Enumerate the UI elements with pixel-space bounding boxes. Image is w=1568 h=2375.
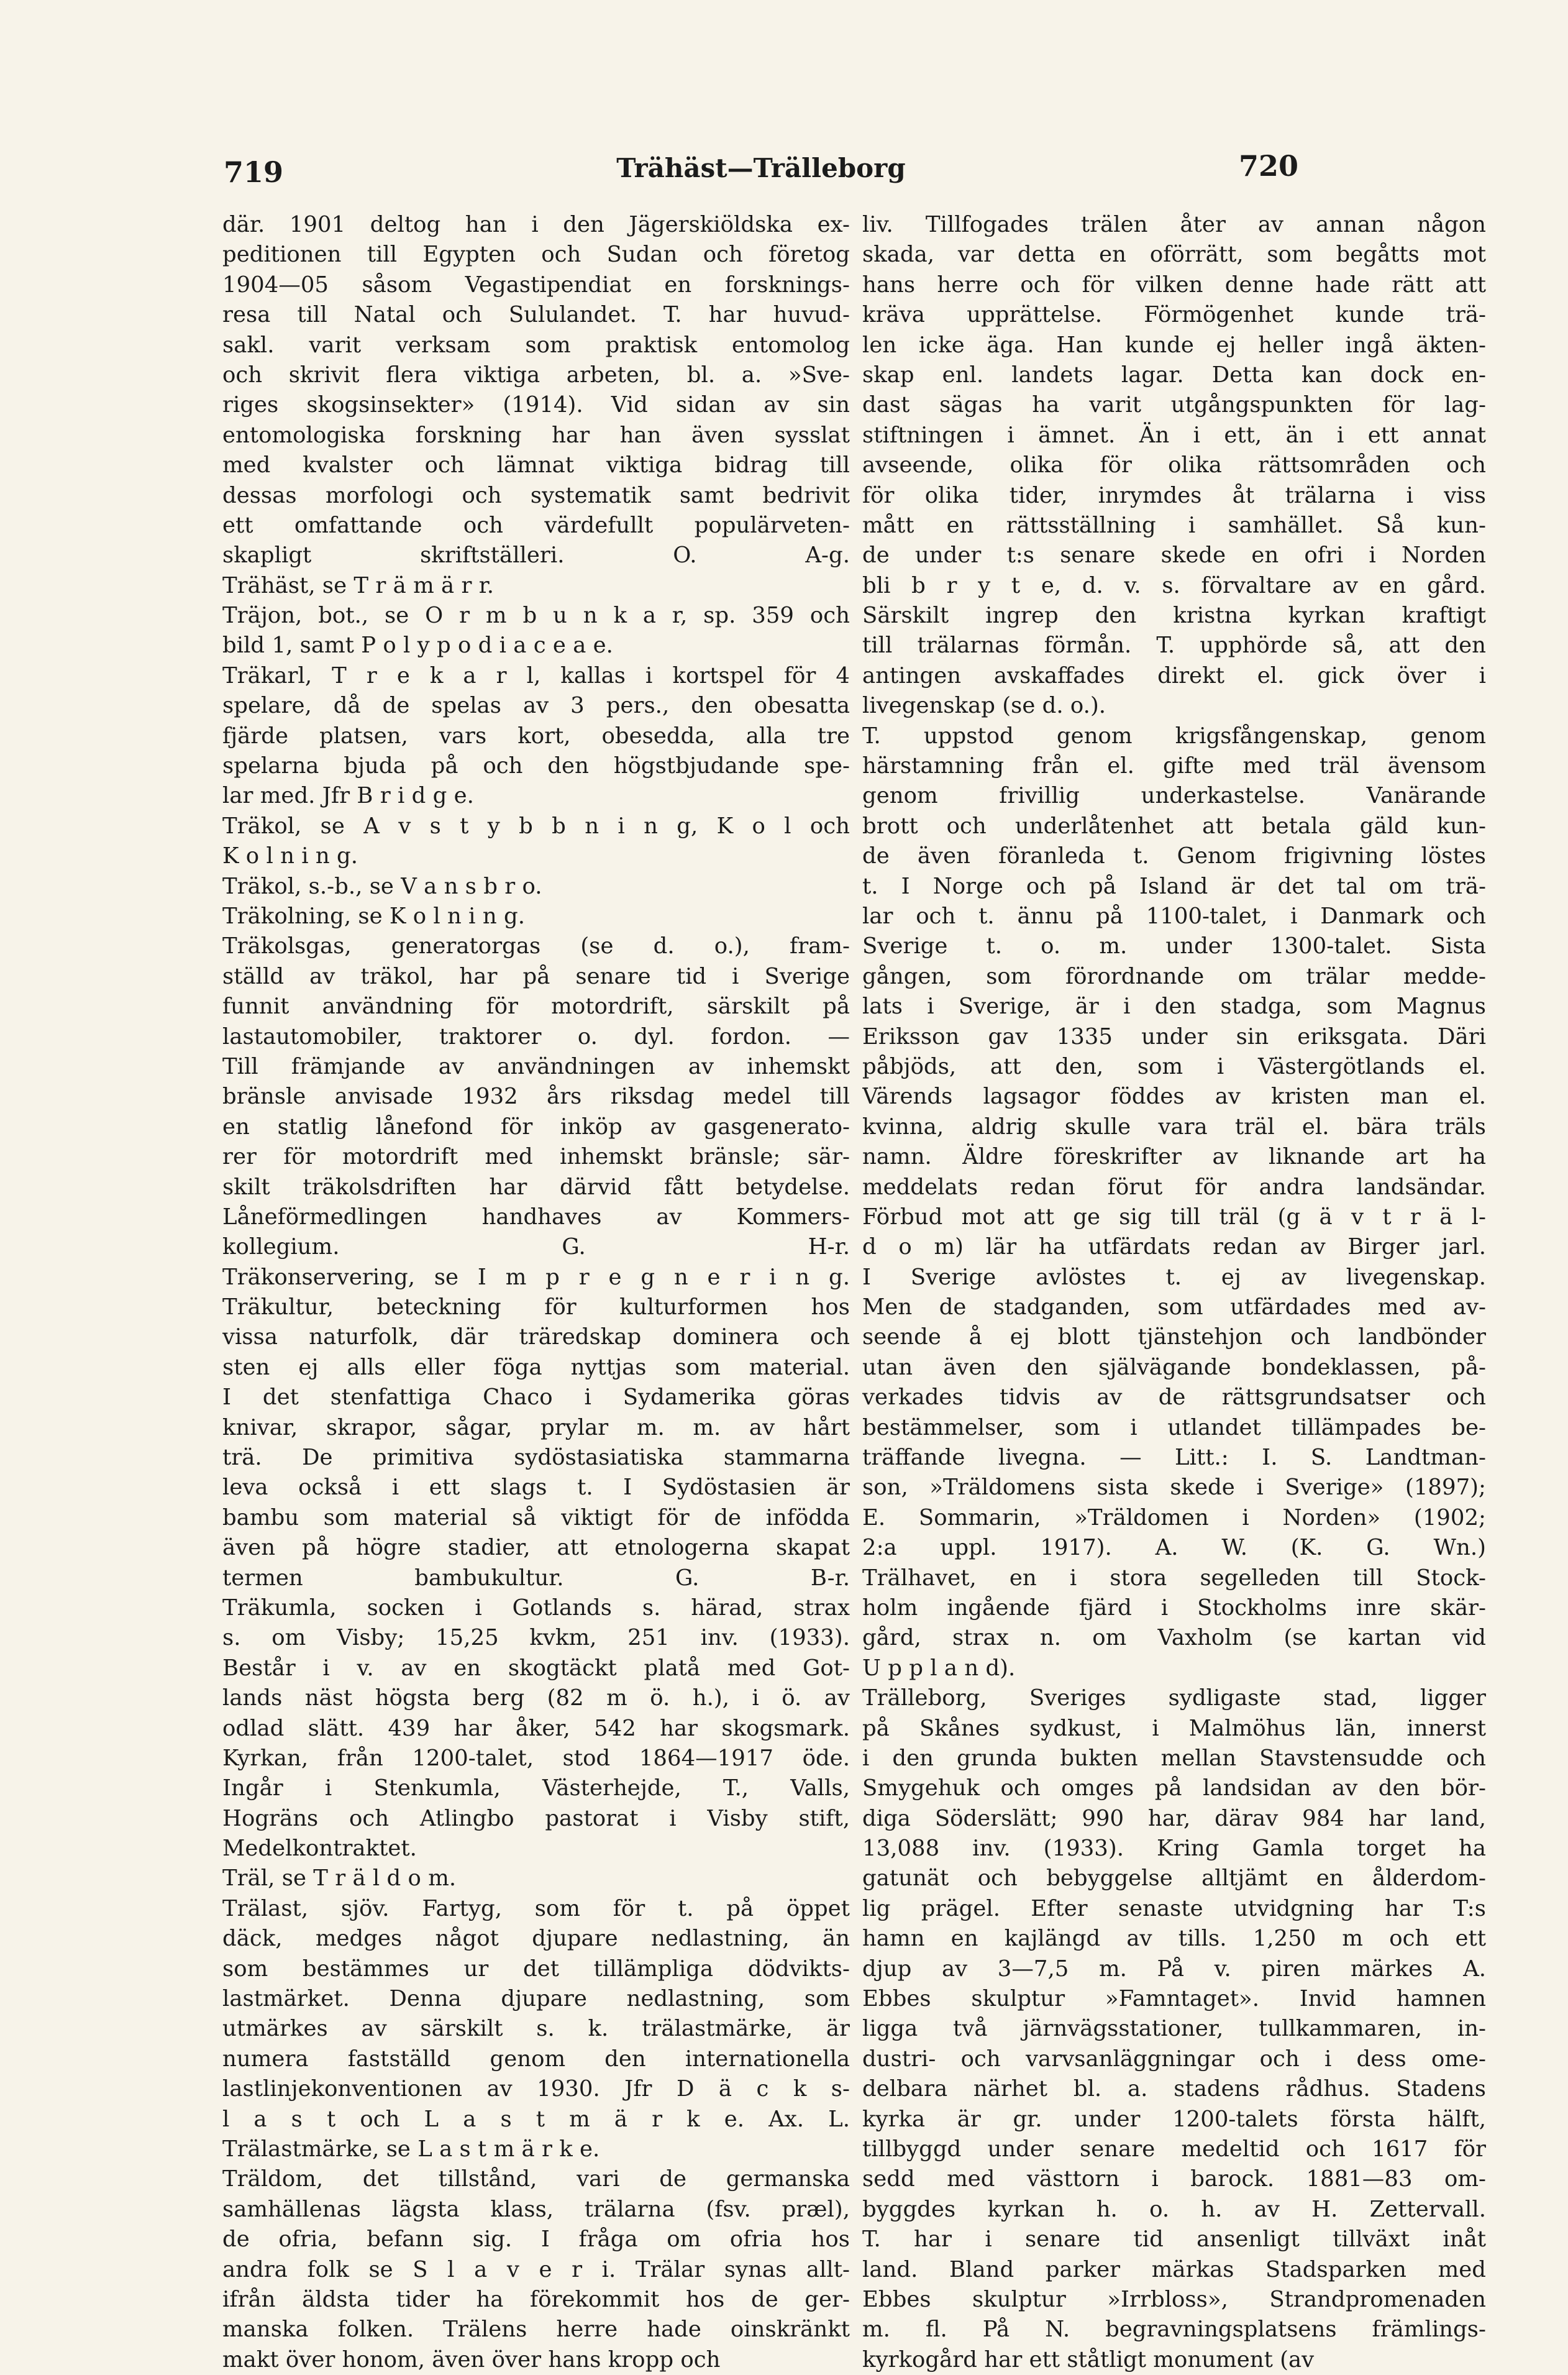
text-line: mått en rättsställning i samhället. Så kun- bbox=[862, 512, 1486, 538]
text-line: Trähäst, se T r ä m ä r r. bbox=[222, 572, 495, 598]
text-line: trä. De primitiva sydöstasiatiska stammarna bbox=[222, 1445, 850, 1471]
text-line: sakl. varit verksam som praktisk entomolog bbox=[222, 332, 850, 358]
text-line: tillbyggd under senare medeltid och 1617 för bbox=[862, 2136, 1486, 2162]
text-line: Men de stadganden, som utfärdades med av- bbox=[862, 1294, 1486, 1320]
text-line: de under t:s senare skede en ofri i Norden bbox=[862, 542, 1486, 569]
text-line: gård, strax n. om Vaxholm (se kartan vid bbox=[862, 1625, 1486, 1651]
text-line: ställd av träkol, har på senare tid i Sverige bbox=[222, 963, 850, 989]
text-line: namn. Äldre föreskrifter av liknande art ha bbox=[862, 1144, 1486, 1170]
text-line: U p p l a n d). bbox=[862, 1655, 1016, 1681]
text-line: funnit användning för motordrift, särskilt på bbox=[222, 994, 850, 1020]
text-line: kyrka är gr. under 1200-talets första hälft, bbox=[862, 2106, 1486, 2132]
text-line: brott och underlåtenhet att betala gäld kun- bbox=[862, 813, 1486, 839]
text-line: lar med. Jfr B r i d g e. bbox=[222, 783, 474, 809]
text-line: även på högre stadier, att etnologerna skapat bbox=[222, 1535, 850, 1561]
text-line: skapligt skriftställeri. O. A-g. bbox=[222, 542, 850, 569]
text-line: avseende, olika för olika rättsområden och bbox=[862, 452, 1486, 478]
text-line: Trälastmärke, se L a s t m ä r k e. bbox=[222, 2136, 600, 2162]
text-line: byggdes kyrkan h. o. h. av H. Zettervall. bbox=[862, 2196, 1486, 2222]
text-line: gången, som förordnande om trälar medde- bbox=[862, 963, 1486, 989]
text-line: holm ingående fjärd i Stockholms inre skär- bbox=[862, 1595, 1486, 1621]
text-line: bränsle anvisade 1932 års riksdag medel till bbox=[222, 1084, 850, 1110]
text-line: d o m) lär ha utfärdats redan av Birger jarl. bbox=[862, 1234, 1486, 1260]
text-line: Ingår i Stenkumla, Västerhejde, T., Valls, bbox=[222, 1775, 850, 1801]
text-line: samhällenas lägsta klass, trälarna (fsv. præl), bbox=[222, 2196, 850, 2222]
text-line: ligga två järnvägsstationer, tullkammaren, in- bbox=[862, 2016, 1486, 2042]
text-line: 13,088 inv. (1933). Kring Gamla torget ha bbox=[862, 1836, 1486, 1862]
text-line: Värends lagsagor föddes av kristen man el. bbox=[862, 1084, 1486, 1110]
text-line: Eriksson gav 1335 under sin eriksgata. Däri bbox=[862, 1023, 1486, 1050]
text-line: kyrkogård har ett ståtligt monument (av bbox=[862, 2346, 1315, 2373]
text-line: hamn en kajlängd av tills. 1,250 m och ett bbox=[862, 1926, 1486, 1952]
text-line: lastlinjekonventionen av 1930. Jfr D ä c k s- bbox=[222, 2076, 850, 2102]
text-line: leva också i ett slags t. I Sydöstasien är bbox=[222, 1475, 850, 1501]
text-line: skilt träkolsdriften har därvid fått betydelse. bbox=[222, 1174, 850, 1200]
text-line: sedd med västtorn i barock. 1881—83 om- bbox=[862, 2166, 1486, 2192]
text-line: bli b r y t e, d. v. s. förvaltare av en gård. bbox=[862, 572, 1486, 598]
text-line: lig prägel. Efter senaste utvidgning har T:s bbox=[862, 1895, 1486, 1921]
text-line: genom frivillig underkastelse. Vanärande bbox=[862, 783, 1486, 809]
text-line: liv. Tillfogades trälen åter av annan någon bbox=[862, 212, 1486, 237]
text-line: l a s t och L a s t m ä r k e. Ax. L. bbox=[222, 2106, 850, 2132]
text-line: kräva upprättelse. Förmögenhet kunde trä- bbox=[862, 302, 1486, 328]
text-line: s. om Visby; 15,25 kvkm, 251 inv. (1933). bbox=[222, 1625, 850, 1651]
text-line: påbjöds, att den, som i Västergötlands el. bbox=[862, 1053, 1486, 1079]
text-line: m. fl. På N. begravningsplatsens främlings- bbox=[862, 2317, 1486, 2343]
text-line: bestämmelser, som i utlandet tillämpades be- bbox=[862, 1414, 1486, 1440]
text-line: en statlig lånefond för inköp av gasgenerato- bbox=[222, 1114, 850, 1140]
text-line: delbara närhet bl. a. stadens rådhus. Stadens bbox=[862, 2076, 1486, 2102]
text-line: K o l n i n g. bbox=[222, 843, 358, 869]
text-line: termen bambukultur. G. B-r. bbox=[222, 1565, 850, 1591]
text-line: spelarna bjuda på och den högstbjudande spe- bbox=[222, 753, 850, 779]
text-line: Låneförmedlingen handhaves av Kommers- bbox=[222, 1204, 850, 1230]
text-line: lands näst högsta berg (82 m ö. h.), i ö. av bbox=[222, 1685, 850, 1711]
text-line: Ebbes skulptur »Irrbloss», Strandpromenaden bbox=[862, 2286, 1486, 2312]
text-line: lastautomobiler, traktorer o. dyl. fordon. — bbox=[222, 1023, 850, 1050]
text-line: där. 1901 deltog han i den Jägerskiöldska ex- bbox=[222, 212, 850, 237]
text-line: skada, var detta en oförrätt, som begåtts mot bbox=[862, 242, 1486, 268]
page-title: Trähäst—Trälleborg bbox=[616, 153, 906, 183]
text-line: Trälhavet, en i stora segelleden till Stock- bbox=[862, 1565, 1486, 1591]
text-line: för olika tider, inrymdes åt trälarna i viss bbox=[862, 482, 1486, 508]
text-line: som bestämmes ur det tillämpliga dödvikts- bbox=[222, 1956, 850, 1982]
text-line: numera fastställd genom den internationella bbox=[222, 2046, 850, 2072]
text-line: spelare, då de spelas av 3 pers., den obesatta bbox=[222, 693, 850, 719]
text-line: len icke äga. Han kunde ej heller ingå äkten- bbox=[862, 332, 1486, 358]
text-line: T. har i senare tid ansenligt tillväxt inåt bbox=[862, 2226, 1486, 2253]
text-line: son, »Träldomens sista skede i Sverige» (1897); bbox=[862, 1475, 1486, 1501]
text-line: I Sverige avlöstes t. ej av livegenskap. bbox=[862, 1264, 1486, 1290]
text-line: Trälast, sjöv. Fartyg, som för t. på öppet bbox=[222, 1895, 850, 1921]
text-line: antingen avskaffades direkt el. gick över i bbox=[862, 662, 1486, 689]
text-line: dessas morfologi och systematik samt bedrivit bbox=[222, 482, 850, 508]
text-line: sten ej alls eller föga nyttjas som material. bbox=[222, 1354, 850, 1380]
text-line: utmärkes av särskilt s. k. trälastmärke, är bbox=[222, 2016, 850, 2042]
text-line: 2:a uppl. 1917). A. W. (K. G. Wn.) bbox=[862, 1535, 1486, 1561]
text-line: Träkonservering, se I m p r e g n e r i n g. bbox=[222, 1264, 850, 1290]
text-line: T. uppstod genom krigsfångenskap, genom bbox=[862, 723, 1486, 749]
text-line: I det stenfattiga Chaco i Sydamerika göras bbox=[222, 1384, 850, 1411]
text-line: Till främjande av användningen av inhemskt bbox=[222, 1053, 850, 1079]
text-line: Trälleborg, Sveriges sydligaste stad, ligger bbox=[862, 1685, 1486, 1711]
text-line: land. Bland parker märkas Stadsparken med bbox=[862, 2256, 1486, 2282]
text-line: träffande livegna. — Litt.: I. S. Landtman- bbox=[862, 1445, 1486, 1471]
text-line: på Skånes sydkust, i Malmöhus län, innerst bbox=[862, 1715, 1486, 1741]
text-line: däck, medges något djupare nedlastning, än bbox=[222, 1926, 850, 1952]
text-line: Träkol, se A v s t y b b n i n g, K o l och bbox=[222, 813, 850, 839]
text-line: ett omfattande och värdefullt populärveten- bbox=[222, 512, 850, 538]
text-line: kvinna, aldrig skulle vara träl el. bära träls bbox=[862, 1114, 1486, 1140]
text-line: makt över honom, även över hans kropp och bbox=[222, 2346, 721, 2373]
text-line: i den grunda bukten mellan Stavstensudde och bbox=[862, 1745, 1486, 1771]
text-line: Hogräns och Atlingbo pastorat i Visby stift, bbox=[222, 1805, 850, 1831]
text-line: diga Söderslätt; 990 har, därav 984 har land, bbox=[862, 1805, 1486, 1831]
text-line: manska folken. Trälens herre hade oinskränkt bbox=[222, 2317, 850, 2343]
right-column bbox=[862, 210, 1486, 2375]
text-line: 1904—05 såsom Vegastipendiat en forsknings- bbox=[222, 272, 850, 298]
text-line: livegenskap (se d. o.). bbox=[862, 693, 1106, 719]
text-line: kollegium. G. H-r. bbox=[222, 1234, 850, 1260]
text-line: Består i v. av en skogtäckt platå med Got- bbox=[222, 1655, 850, 1681]
text-line: odlad slätt. 439 har åker, 542 har skogsmark. bbox=[222, 1715, 850, 1741]
text-line: härstamning från el. gifte med träl ävensom bbox=[862, 753, 1486, 779]
text-line: Träldom, det tillstånd, vari de germanska bbox=[222, 2166, 850, 2192]
text-line: seende å ej blott tjänstehjon och landbönder bbox=[862, 1324, 1486, 1350]
text-line: Förbud mot att ge sig till träl (g ä v t r ä l- bbox=[862, 1204, 1486, 1230]
text-line: Träkolning, se K o l n i n g. bbox=[222, 903, 525, 929]
text-line: verkades tidvis av de rättsgrundsatser och bbox=[862, 1384, 1486, 1411]
text-line: knivar, skrapor, sågar, prylar m. m. av hårt bbox=[222, 1414, 850, 1440]
text-line: rer för motordrift med inhemskt bränsle; sär- bbox=[222, 1144, 850, 1170]
text-line: djup av 3—7,5 m. På v. piren märkes A. bbox=[862, 1956, 1486, 1982]
page-header bbox=[224, 149, 1298, 205]
text-line: ifrån äldsta tider ha förekommit hos de ger- bbox=[222, 2286, 850, 2312]
left-column bbox=[222, 210, 850, 2375]
text-line: dustri- och varvsanläggningar och i dess ome- bbox=[862, 2046, 1486, 2072]
text-line: meddelats redan förut för andra landsändar. bbox=[862, 1174, 1486, 1200]
text-line: och skrivit flera viktiga arbeten, bl. a. »Sve- bbox=[222, 362, 850, 388]
text-line: Träkultur, beteckning för kulturformen hos bbox=[222, 1294, 850, 1320]
text-line: hans herre och för vilken denne hade rätt att bbox=[862, 272, 1486, 298]
text-line: Medelkontraktet. bbox=[222, 1836, 417, 1862]
page-number-left: 719 bbox=[224, 155, 284, 189]
text-line: Träkolsgas, generatorgas (se d. o.), fram- bbox=[222, 933, 850, 959]
text-line: fjärde platsen, vars kort, obesedda, alla tre bbox=[222, 723, 850, 749]
text-line: Ebbes skulptur »Famntaget». Invid hamnen bbox=[862, 1986, 1486, 2012]
text-line: till trälarnas förmån. T. upphörde så, att den bbox=[862, 633, 1486, 659]
text-line: entomologiska forskning har han även sysslat bbox=[222, 422, 850, 448]
text-line: vissa naturfolk, där träredskap dominera och bbox=[222, 1324, 850, 1350]
text-line: de ofria, befann sig. I fråga om ofria hos bbox=[222, 2226, 850, 2253]
text-line: lats i Sverige, är i den stadga, som Magnus bbox=[862, 994, 1486, 1020]
text-line: utan även den självägande bondeklassen, på- bbox=[862, 1354, 1486, 1380]
page-number-right: 720 bbox=[1238, 149, 1298, 183]
text-line: skap enl. landets lagar. Detta kan dock en- bbox=[862, 362, 1486, 388]
text-line: resa till Natal och Sululandet. T. har huvud- bbox=[222, 302, 850, 328]
text-line: Träkumla, socken i Gotlands s. härad, strax bbox=[222, 1595, 850, 1621]
text-line: Träjon, bot., se O r m b u n k a r, sp. 359 och bbox=[222, 603, 850, 629]
text-line: Träkarl, T r e k a r l, kallas i kortspel för 4 bbox=[222, 662, 850, 689]
text-line: Smygehuk och omges på landsidan av den bör- bbox=[862, 1775, 1486, 1801]
text-line: t. I Norge och på Island är det tal om trä- bbox=[862, 873, 1486, 899]
text-line: riges skogsinsekter» (1914). Vid sidan av sin bbox=[222, 392, 850, 418]
text-line: Sverige t. o. m. under 1300-talet. Sista bbox=[862, 933, 1486, 959]
text-line: gatunät och bebyggelse alltjämt en ålderdom- bbox=[862, 1865, 1486, 1892]
text-line: de även föranleda t. Genom frigivning löstes bbox=[862, 843, 1486, 869]
text-line: Träl, se T r ä l d o m. bbox=[222, 1865, 457, 1892]
text-line: Träkol, s.-b., se V a n s b r o. bbox=[222, 873, 542, 899]
text-line: bild 1, samt P o l y p o d i a c e a e. bbox=[222, 633, 613, 659]
text-line: med kvalster och lämnat viktiga bidrag till bbox=[222, 452, 850, 478]
text-line: lastmärket. Denna djupare nedlastning, som bbox=[222, 1986, 850, 2012]
text-line: bambu som material så viktigt för de infödda bbox=[222, 1504, 850, 1531]
text-line: andra folk se S l a v e r i. Trälar synas allt- bbox=[222, 2256, 850, 2282]
text-line: Kyrkan, från 1200-talet, stod 1864—1917 öde. bbox=[222, 1745, 850, 1771]
text-line: E. Sommarin, »Träldomen i Norden» (1902; bbox=[862, 1504, 1486, 1531]
text-line: lar och t. ännu på 1100-talet, i Danmark och bbox=[862, 903, 1486, 929]
text-line: Särskilt ingrep den kristna kyrkan kraftigt bbox=[862, 603, 1486, 629]
text-line: peditionen till Egypten och Sudan och företog bbox=[222, 242, 850, 268]
text-line: dast sägas ha varit utgångspunkten för lag- bbox=[862, 392, 1486, 418]
text-line: stiftningen i ämnet. Än i ett, än i ett annat bbox=[862, 422, 1486, 448]
